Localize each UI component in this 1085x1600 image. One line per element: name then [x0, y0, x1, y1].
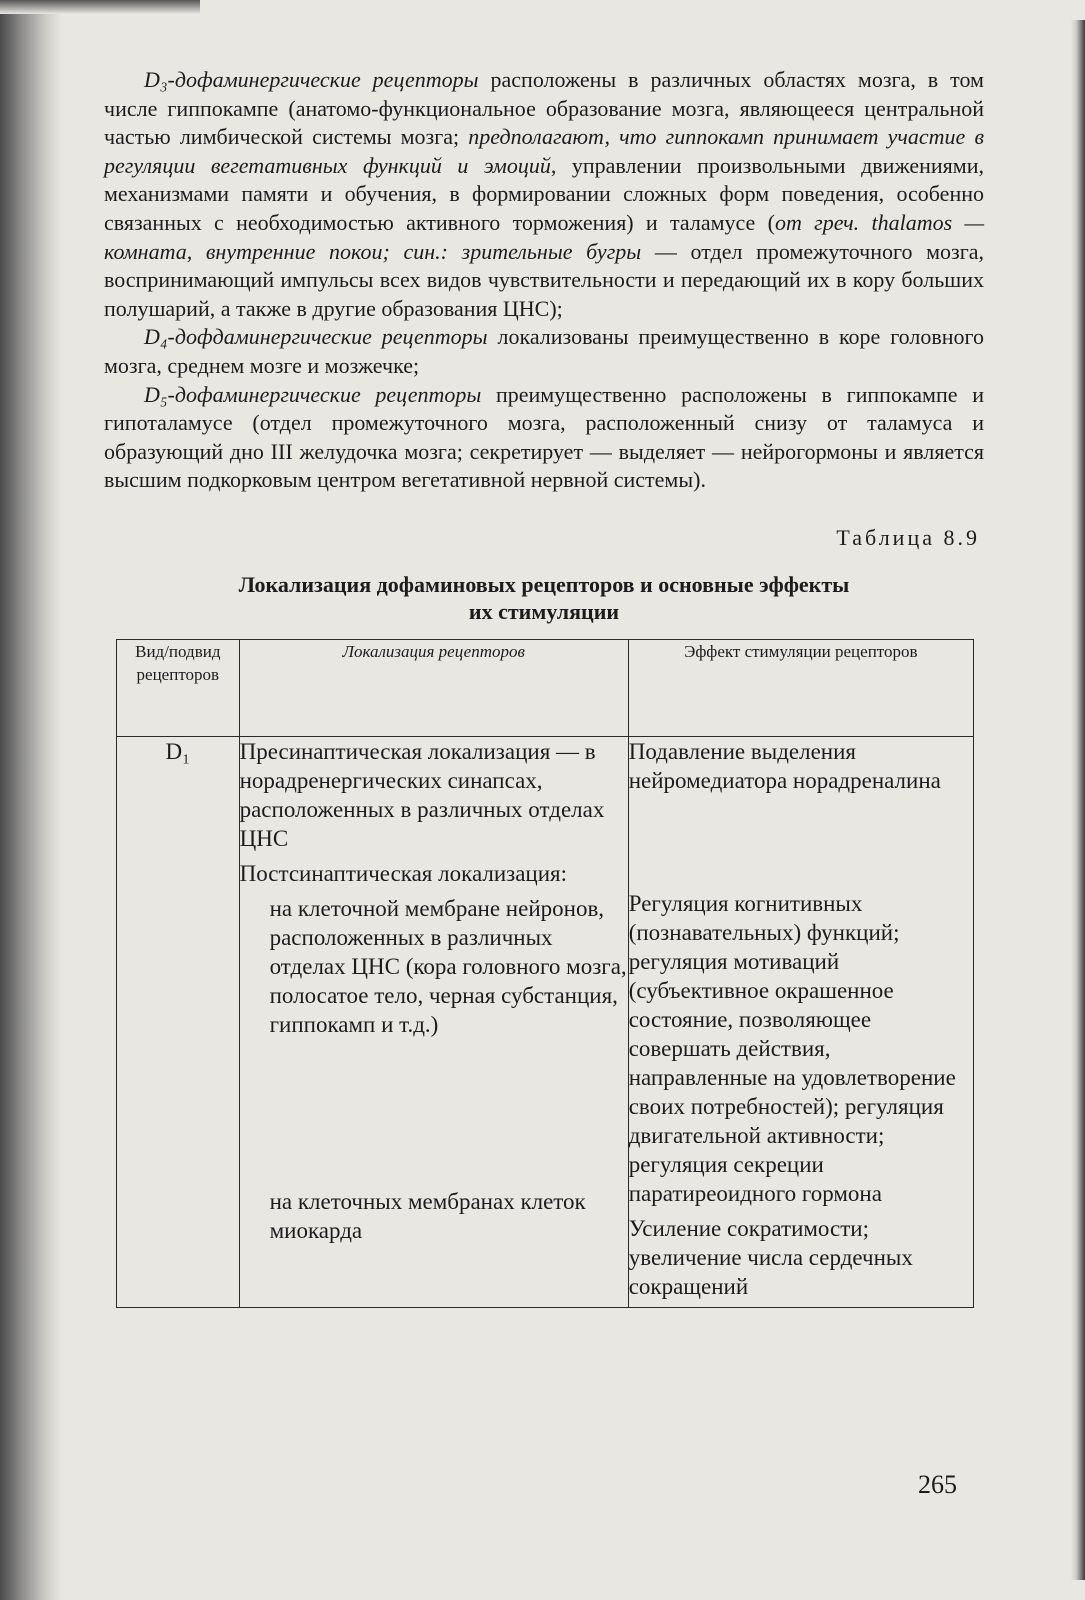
paragraph-text: расположены в различных областях мозга, в том числе гиппокампе (анатомо-функциональное образование мозга, являющееся центральной частью лимбической системы мозга; — [104, 67, 984, 150]
table-row — [117, 736, 974, 1307]
paragraph-text: — отдел промежуточного мозга, воспринимающий импульсы всех видов чувствительности и передающий их в кору больших полушарий, а также в другие образования ЦНС); — [104, 238, 985, 321]
table-caption: Таблица 8.9 — [836, 524, 980, 550]
receptor-table — [116, 639, 974, 1308]
scan-shadow-top — [0, 0, 200, 14]
scan-shadow-left — [0, 0, 62, 1600]
paragraph-italic: предполагают, что гиппокамп принимает участие в регуляции вегетативных функций и эмоций — [104, 124, 985, 178]
receptor-type-label: D₁ — [165, 738, 191, 764]
presynaptic-localization: Пресинаптическая локализация — в норадренергических синапсах, расположенных в различных отделах ЦНС — [239, 738, 605, 851]
term-d3: D₃-дофаминергические рецепторы — [144, 67, 479, 92]
paragraph-text: локализованы преимущественно в коре головного мозга, среднем мозге и мозжечке; — [104, 324, 985, 378]
header-receptor-type: Вид/подвид рецепторов — [117, 639, 240, 736]
table-title — [104, 571, 984, 625]
myocard-localization: на клеточных мембранах клеток миокарда — [269, 1188, 586, 1243]
paragraph-text: , управлении произвольными движениями, механизмами памяти и обучения, в формировании сложных форм поведения, особенно связанных с необходимостью активного торможения) и таламусе ( — [104, 152, 984, 235]
book-page — [104, 66, 984, 1308]
paragraph-italic: от греч. thalamos — комната, внутренние покои; син.: зрительные бугры — [104, 209, 984, 264]
header-effect: Эффект стимуляции рецепторов — [628, 639, 973, 736]
cell-effect — [628, 736, 973, 1307]
myocard-effect: Усиление сократимости; увеличение числа сердечных сокращений — [628, 1215, 913, 1299]
term-d5: D₅-дофаминергические рецепторы — [144, 381, 482, 407]
table-title-line: Локализация дофаминовых рецепторов и основные эффекты — [238, 571, 850, 597]
table-title-line: их стимуляции — [468, 598, 620, 624]
scan-shadow-right — [1071, 20, 1085, 1580]
paragraph-d5 — [104, 381, 984, 495]
postsynaptic-heading: Постсинаптическая локализация: — [239, 860, 568, 886]
presynaptic-effect: Подавление выделения нейромедиатора норадреналина — [628, 738, 941, 793]
term-d4: D₄-дофдаминергические рецепторы — [144, 324, 488, 350]
cell-receptor-type — [117, 736, 240, 1307]
table-header-row — [117, 639, 974, 736]
paragraph-text: преимущественно расположены в гиппокампе и гипоталамусе (отдел промежуточного мозга, расположенный снизу от таламуса и образующий дно III желудочка мозга; секретирует — выделяет — нейрогормоны и является высшим подкорковым центром вегетативной нервной системы). — [104, 381, 984, 493]
paragraph-d3 — [104, 66, 984, 323]
header-localization: Локализация рецепторов — [239, 639, 628, 736]
neuronal-effect: Регуляция когнитивных (познавательных) функций; регуляция мотиваций (субъективное окрашенное состояние, позволяющее совершать действия, направленные на удовлетворение своих потребностей); регуляция двигательной активности; регуляция секреции паратиреоидного гормона — [628, 890, 956, 1206]
page-number: 265 — [918, 1470, 957, 1499]
neuronal-localization: на клеточной мембране нейронов, расположенных в различных отделах ЦНС (кора головного мозга, полосатое тело, черная субстанция, гиппокамп и т.д.) — [269, 895, 627, 1037]
cell-localization — [239, 736, 628, 1307]
paragraph-d4 — [104, 323, 984, 380]
